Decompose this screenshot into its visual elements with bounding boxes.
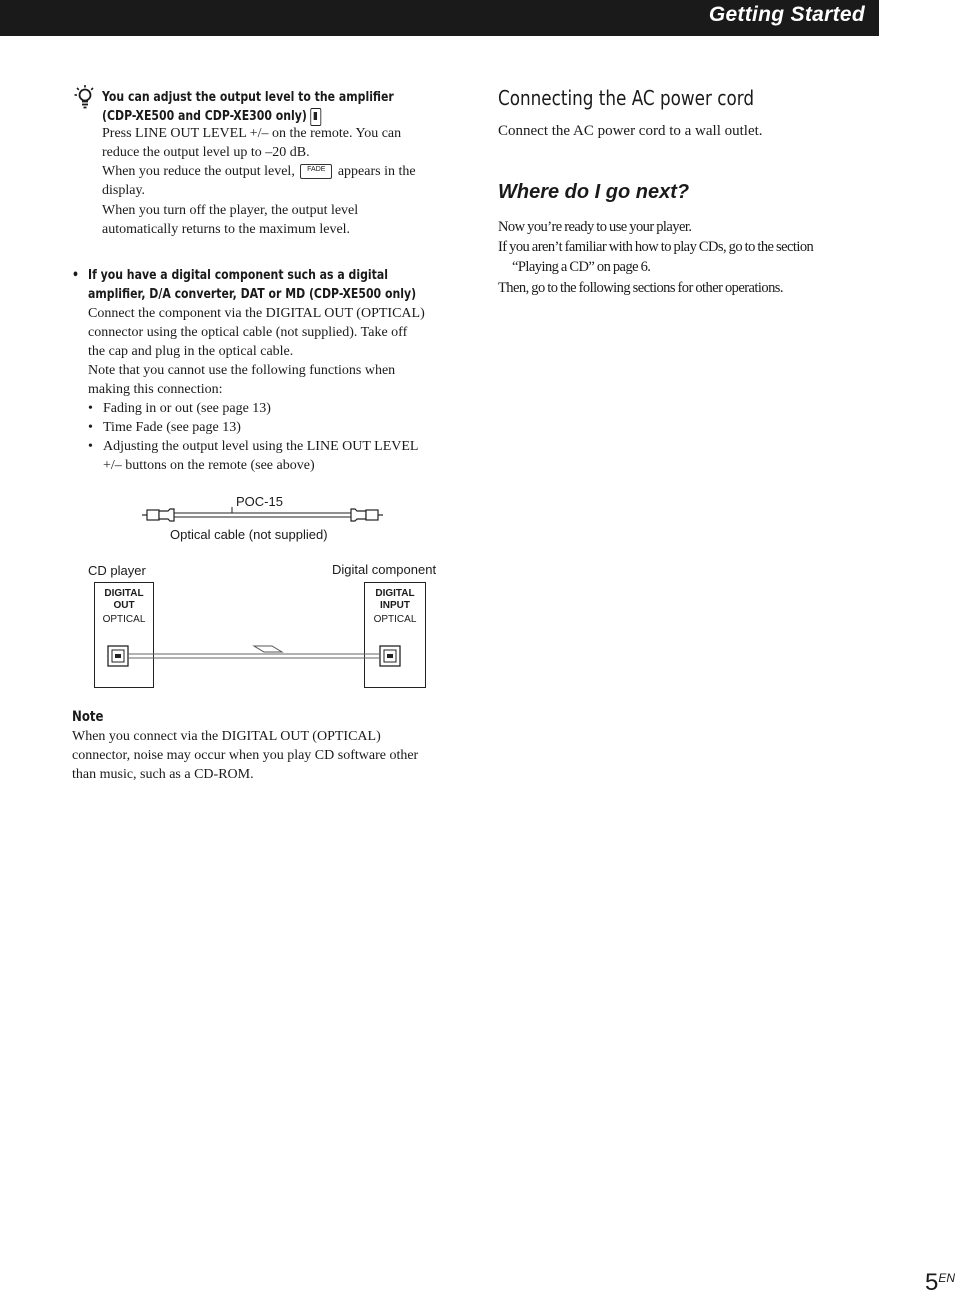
ac-power-text: Connect the AC power cord to a wall outlet. [498,123,763,139]
tip-line-1: Press LINE OUT LEVEL +/– on the remote. You can [102,126,402,141]
right-panel-line-2: INPUT [380,600,410,611]
next-line-4: Then, go to the following sections for other operations. [498,280,783,296]
left-panel-line-1: DIGITAL [104,588,144,599]
digital-p1-line-3: the cap and plug in the optical cable. [88,344,294,359]
list-bullet: • [88,401,93,416]
note-line-3: than music, such as a CD-ROM. [72,767,254,782]
next-line-1: Now you’re ready to use your player. [498,219,692,235]
digital-p1-line-1: Connect the component via the DIGITAL OUT (OPTICAL) [88,306,425,321]
tip-line-2: reduce the output level up to –20 dB. [102,145,310,160]
digital-bullet: • [72,268,79,283]
digital-p2-line-1: Note that you cannot use the following functions when [88,363,396,378]
optical-cable-illustration [140,502,385,528]
tip-line-3b: appears in the [337,164,416,179]
note-heading: Note [72,709,104,725]
list-item: Adjusting the output level using the LINE OUT LEVEL [103,439,419,454]
digital-heading-1: If you have a digital component such as a digital [88,268,388,283]
list-bullet: • [88,439,93,454]
connection-illustration [94,630,434,680]
list-bullet: • [88,420,93,435]
tip-heading-1: You can adjust the output level to the amplifier [102,90,394,105]
tip-line-4: display. [102,183,146,198]
note-line-2: connector, noise may occur when you play CD software other [72,748,419,763]
ac-power-heading: Connecting the AC power cord [498,86,755,110]
next-heading: Where do I go next? [498,181,690,203]
page-number [925,1269,955,1297]
tip-line-3a: When you reduce the output level, [102,164,295,179]
right-panel-line-1: DIGITAL [375,588,415,599]
right-panel-line-3: OPTICAL [373,614,417,625]
tip-line-3 [102,162,416,181]
left-panel-line-2: OUT [113,600,135,611]
next-line-3: “Playing a CD” on page 6. [512,259,651,275]
digital-component-label: Digital component [332,562,437,577]
digital-p1-line-2: connector using the optical cable (not supplied). Take off [88,325,408,340]
section-title: Getting Started [708,3,865,26]
tip-line-5: When you turn off the player, the output level [102,203,359,218]
digital-heading-2: amplifier, D/A converter, DAT or MD (CDP-XE500 only) [88,287,417,302]
left-panel-line-3: OPTICAL [102,614,146,625]
list-item: Time Fade (see page 13) [103,420,241,435]
tip-heading-2-text: (CDP-XE500 and CDP-XE300 only) [102,109,307,124]
header-bar [0,0,879,36]
cable-model-label: POC-15 [236,494,283,509]
tip-line-6: automatically returns to the maximum level. [102,222,351,237]
note-line-1: When you connect via the DIGITAL OUT (OPTICAL) [72,729,381,744]
cable-caption: Optical cable (not supplied) [170,527,328,542]
remote-icon [310,108,321,126]
page-number-suffix: EN [938,1271,956,1285]
cd-player-label: CD player [88,563,146,578]
fade-indicator: FADE [300,164,332,179]
list-item: Fading in or out (see page 13) [103,401,271,416]
next-line-2: If you aren’t familiar with how to play CDs, go to the section [498,239,814,255]
page-number-value: 5 [925,1269,939,1296]
digital-p2-line-2: making this connection: [88,382,223,397]
list-item-continuation: +/– buttons on the remote (see above) [103,458,315,473]
tip-icon [74,84,96,110]
